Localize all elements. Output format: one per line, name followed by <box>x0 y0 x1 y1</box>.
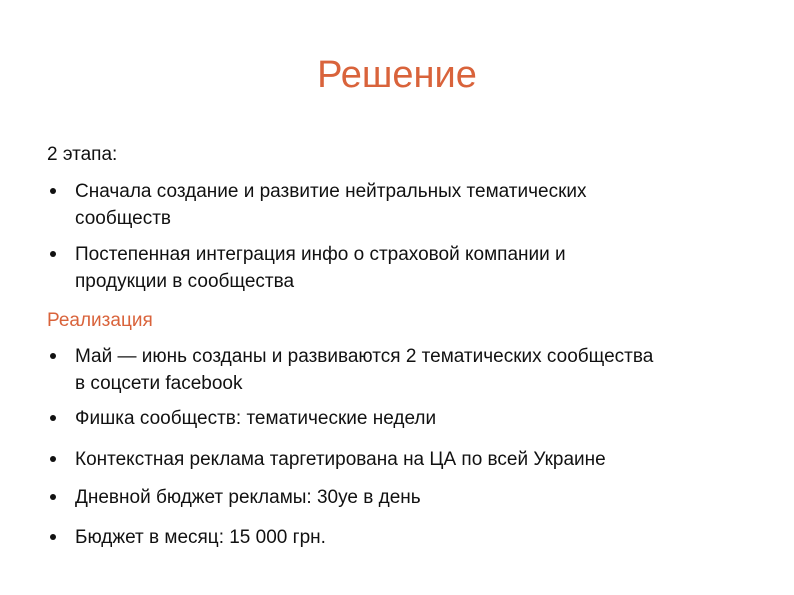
bullet-icon <box>50 251 56 257</box>
section-implementation-heading: Реализация <box>47 310 153 331</box>
list-item-text: Фишка сообществ: тематические недели <box>75 408 437 429</box>
list-item-text: Контекстная реклама таргетирована на ЦА по всей Украине <box>75 449 606 470</box>
list-item-text: Май — июнь созданы и развиваются 2 тематических сообщества в соцсети facebook <box>75 346 654 394</box>
list-item <box>50 524 770 551</box>
bullet-icon <box>50 415 56 421</box>
list-item-text: Постепенная интеграция инфо о страховой компании и продукции в сообщества <box>75 244 566 292</box>
list-item <box>50 484 770 511</box>
list-item <box>50 446 770 473</box>
list-item-text: Сначала создание и развитие нейтральных тематических сообществ <box>75 181 587 229</box>
bullet-icon <box>50 456 56 462</box>
list-item <box>50 343 770 397</box>
list-item <box>50 241 770 295</box>
bullet-icon <box>50 188 56 194</box>
list-item-text: Дневной бюджет рекламы: 30уе в день <box>75 487 421 508</box>
bullet-icon <box>50 353 56 359</box>
section-stages-heading: 2 этапа: <box>47 144 118 165</box>
list-item <box>50 405 770 432</box>
slide-title <box>0 52 794 98</box>
list-item-text: Бюджет в месяц: 15 000 грн. <box>75 527 326 548</box>
list-item <box>50 178 770 232</box>
slide-title-text: Решение <box>317 54 477 96</box>
bullet-icon <box>50 494 56 500</box>
bullet-icon <box>50 534 56 540</box>
